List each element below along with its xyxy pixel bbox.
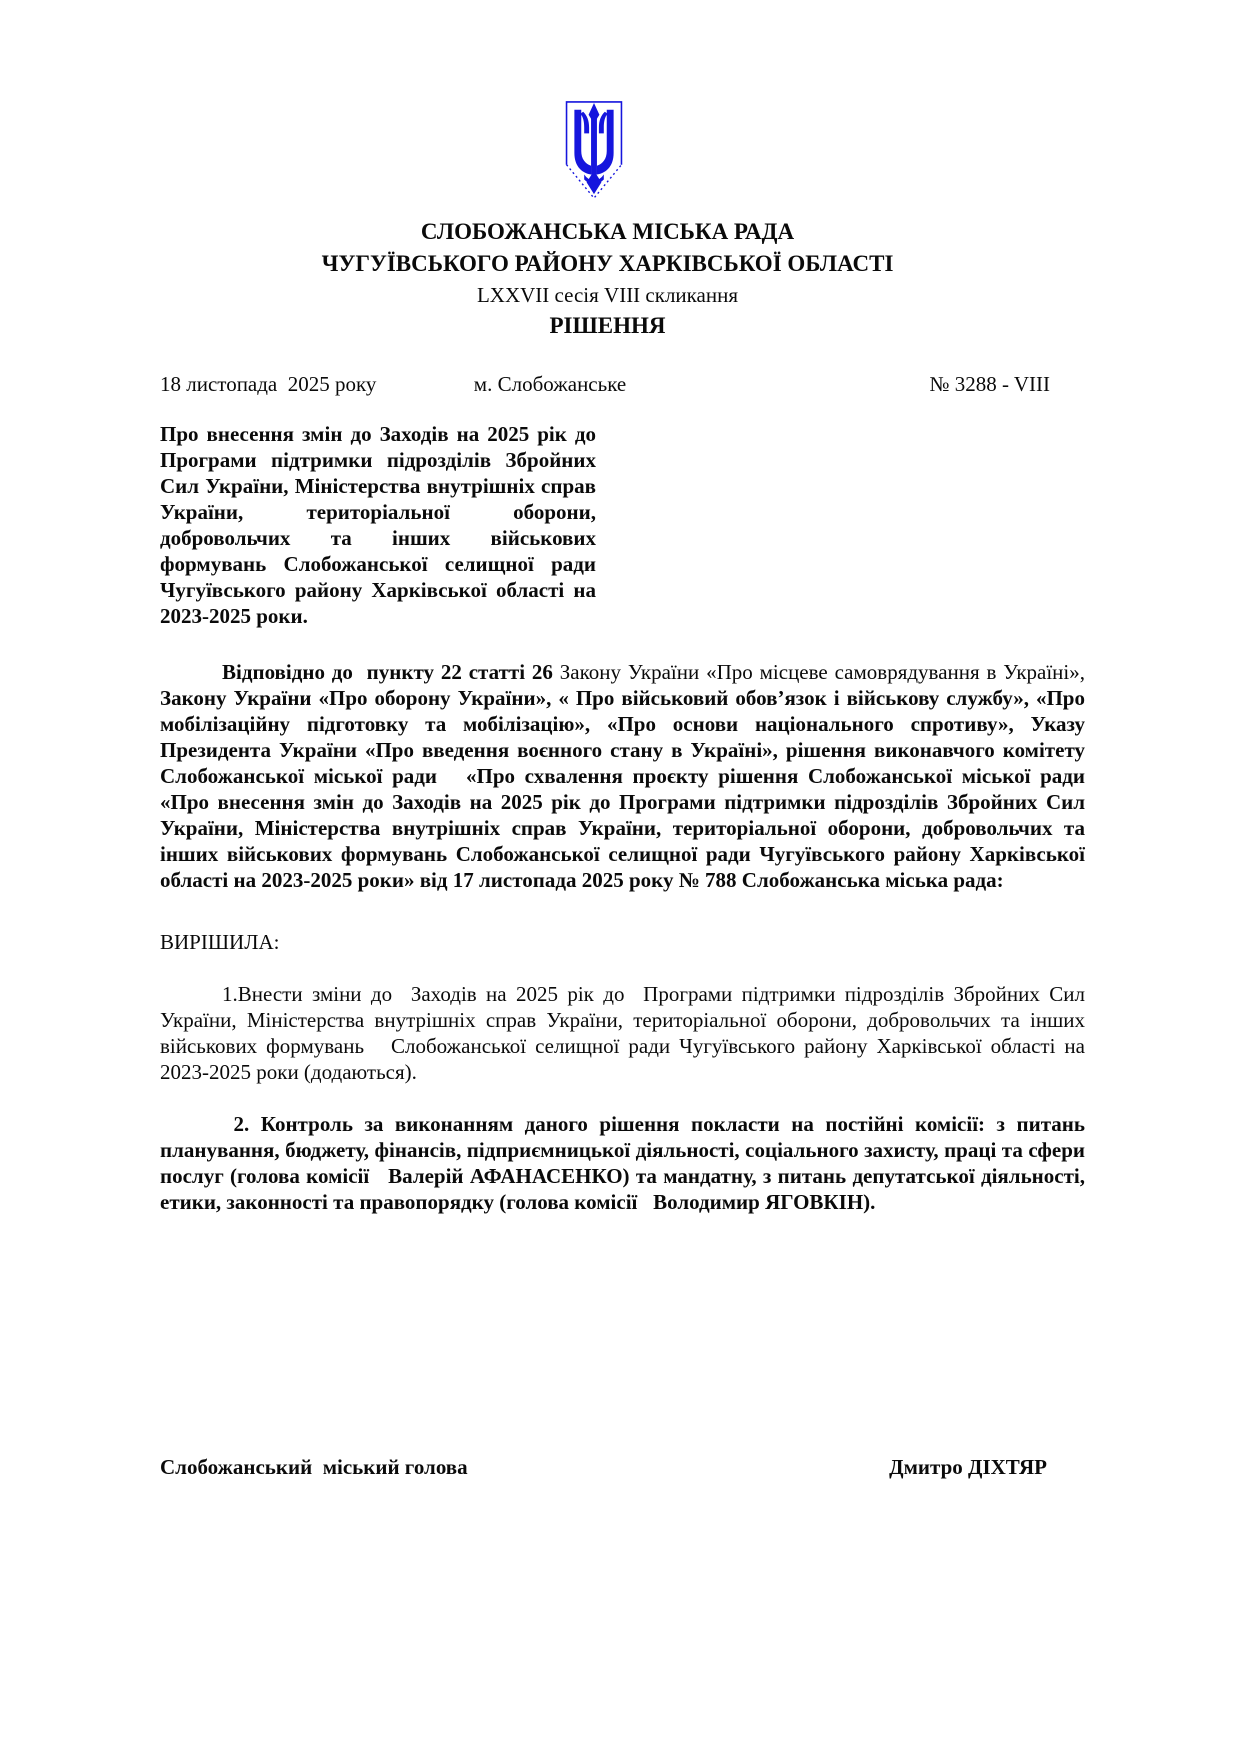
signature-name: Дмитро ДІХТЯР	[889, 1455, 1047, 1479]
session-line: LXXVII сесія VIII скликання	[476, 283, 739, 307]
signature-title: Слобожанський міський голова	[160, 1455, 468, 1479]
document-number: № 3288 - VIII	[929, 372, 1051, 396]
preamble-part3: Закону України «Про оборону України», « Про військовий обов’язок і військову службу», «Про мобілізаційну підготовку та мобілізацію», «Про основи національного спротиву», Указу Президента України «Про введення воєнного стану в Україні», рішення виконавчого комітету Слобожанської міської ради «Про схвалення проєкту рішення Слобожанської міської ради «Про внесення змін до Заходів на 2025 рік до Програми підтримки підрозділів Збройних Сил України, Міністерства внутрішніх справ України, територіальної оборони, добровольчих та інших військових формувань Слобожанської селищної ради Чугуївського району Харківської області на 2023-2025 роки» від 17 листопада 2025 року № 788 Слобожанська міська рада:	[160, 686, 1101, 892]
document-date: 18 листопада 2025 року	[160, 372, 377, 396]
document-place: м. Слобожанське	[473, 372, 627, 396]
signature-row	[160, 1455, 1085, 1480]
document-type-heading: РІШЕННЯ	[549, 313, 666, 338]
preamble-part2: Закону України «Про місцеве самоврядування в Україні»,	[559, 660, 1091, 684]
meta-row	[160, 372, 1085, 397]
preamble-part1: Відповідно до пункту 22 статті 26	[222, 660, 560, 684]
decided-heading: ВИРІШИЛА:	[160, 930, 280, 954]
org-name-line2: ЧУГУЇВСЬКОГО РАЙОНУ ХАРКІВСЬКОЇ ОБЛАСТІ	[321, 251, 894, 276]
emblem-container	[131, 100, 1056, 202]
subject-paragraph: Про внесення змін до Заходів на 2025 рік до Програми підтримки підрозділів Збройних Сил України, Міністерства внутрішніх справ України, територіальної оборони, добровольчих та інших військових формувань Слобожанської селищної ради Чугуївського району Харківської області на 2023-2025 роки.	[160, 422, 602, 628]
org-name-line1: СЛОБОЖАНСЬКА МІСЬКА РАДА	[420, 219, 795, 244]
resolution-item-2: 2. Контроль за виконанням даного рішення покласти на постійні комісії: з питань планування, бюджету, фінансів, підприємницької діяльності, соціального захисту, праці та сфери послуг (голова комісії Валерій АФАНАСЕНКО) та мандатну, з питань депутатської діяльності, етики, законності та правопорядку (голова комісії Володимир ЯГОВКІН).	[160, 1112, 1091, 1214]
document-content	[160, 0, 1101, 1480]
resolution-item-1: 1.Внести зміни до Заходів на 2025 рік до Програми підтримки підрозділів Збройних Сил України, Міністерства внутрішніх справ України, територіальної оборони, добровольчих та інших військових формувань Слобожанської селищної ради Чугуївського району Харківської області на 2023-2025 роки (додаються).	[160, 982, 1091, 1084]
ukraine-trident-emblem-icon	[562, 100, 626, 202]
preamble-paragraph	[160, 659, 1101, 893]
